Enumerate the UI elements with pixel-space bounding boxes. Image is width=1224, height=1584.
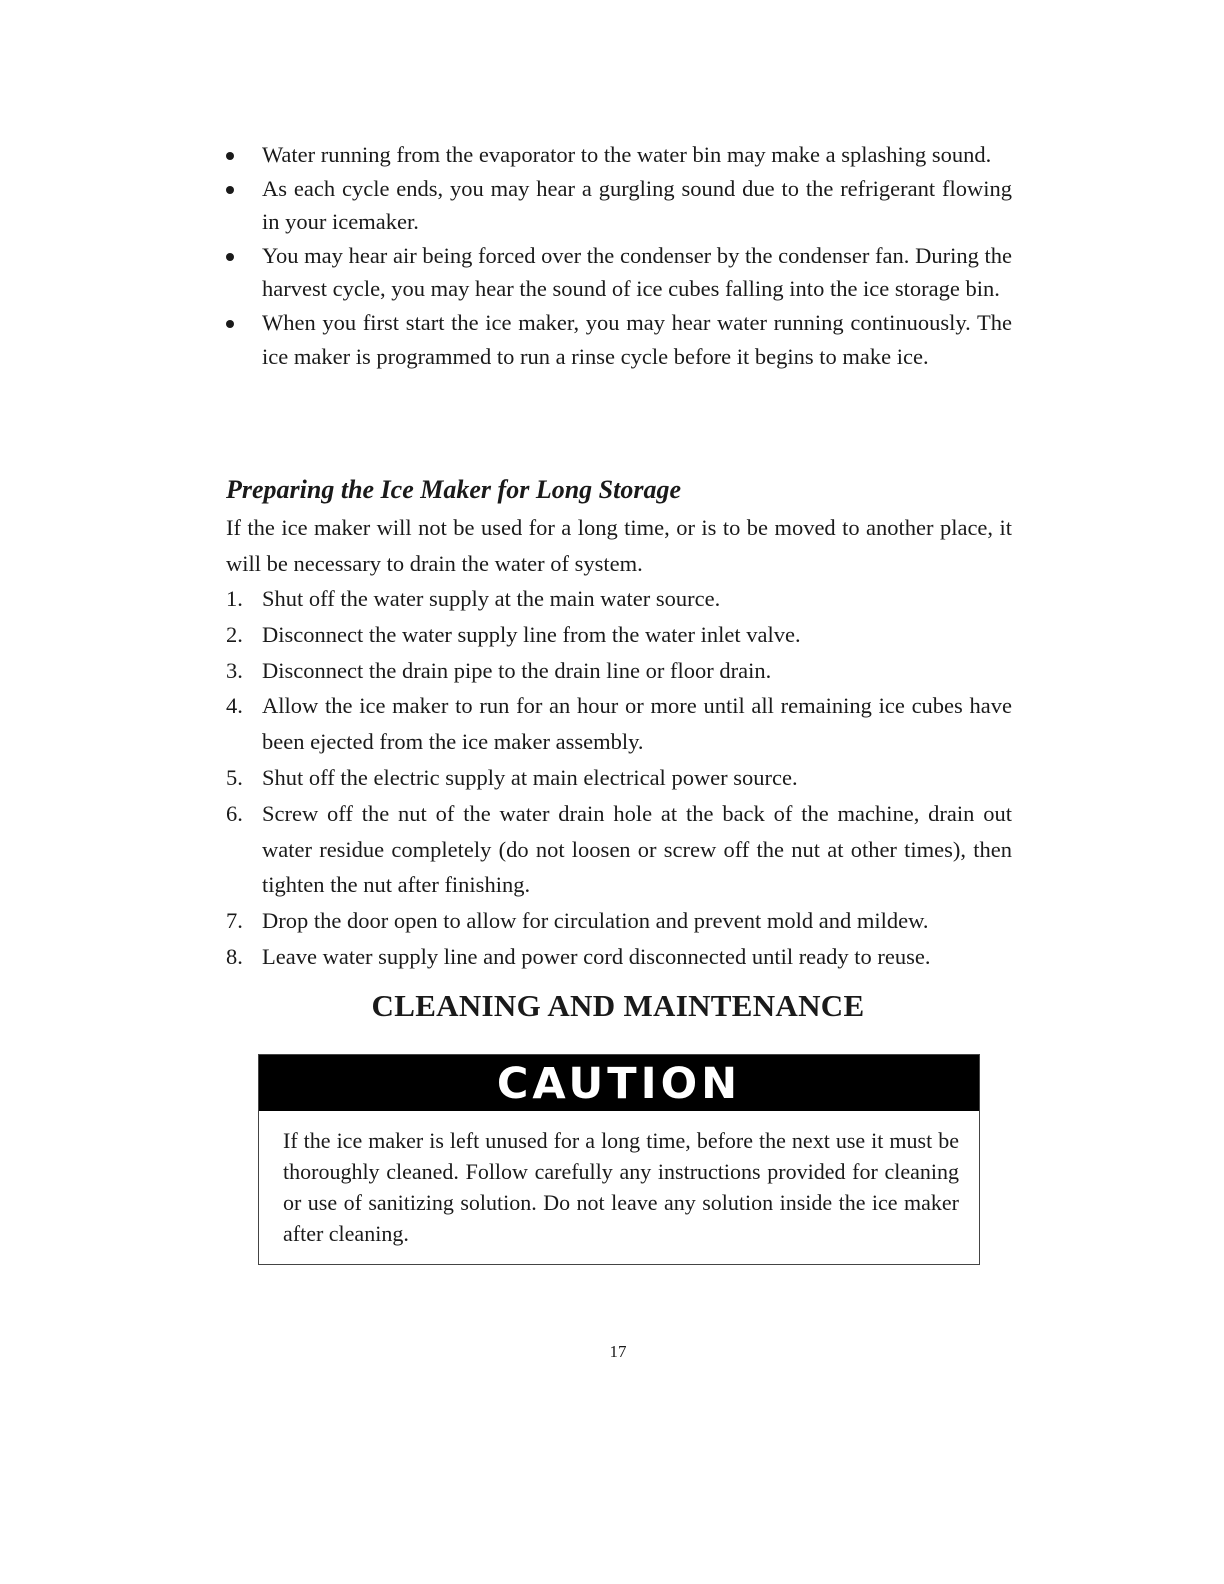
step-number: 4. bbox=[226, 693, 243, 719]
step-item bbox=[222, 617, 1012, 653]
step-number: 7. bbox=[226, 908, 243, 934]
page-number: 17 bbox=[609, 1342, 627, 1361]
bullet-text: You may hear air being forced over the condenser by the condenser fan. During the harvest cycle, you may hear the sound of ice cubes falling into the ice storage bin. bbox=[262, 242, 1012, 302]
bullet-icon bbox=[226, 152, 234, 160]
caution-label: CAUTION bbox=[259, 1055, 979, 1111]
step-number: 6. bbox=[226, 800, 243, 826]
bullet-icon bbox=[226, 186, 234, 194]
long-storage-steps bbox=[222, 581, 1012, 975]
bullet-text: When you first start the ice maker, you may hear water running continuously. The ice maker is programmed to run a rinse cycle before it begins to make ice. bbox=[262, 309, 1012, 369]
bullet-text: As each cycle ends, you may hear a gurgling sound due to the refrigerant flowing in your icemaker. bbox=[262, 175, 1012, 235]
step-text: Screw off the nut of the water drain hole at the back of the machine, drain out water residue completely (do not loosen or screw off the nut at other times), then tighten the nut after finishing. bbox=[262, 800, 1012, 898]
long-storage-heading: Preparing the Ice Maker for Long Storage bbox=[226, 475, 681, 504]
list-item bbox=[222, 138, 1012, 172]
bullet-icon bbox=[226, 320, 234, 328]
step-text: Leave water supply line and power cord disconnected until ready to reuse. bbox=[262, 943, 931, 969]
step-number: 8. bbox=[226, 943, 243, 969]
caution-box bbox=[258, 1054, 980, 1265]
step-text: Disconnect the water supply line from the water inlet valve. bbox=[262, 621, 801, 647]
step-number: 1. bbox=[226, 586, 243, 611]
step-text: Allow the ice maker to run for an hour or more until all remaining ice cubes have been ejected from the ice maker assembly. bbox=[262, 693, 1012, 755]
bullet-icon bbox=[226, 253, 234, 261]
caution-text: If the ice maker is left unused for a long time, before the next use it must be thoroughly cleaned. Follow carefully any instructions provided for cleaning or use of sanitizing solution. Do not leave any solution inside the ice maker after cleaning. bbox=[283, 1128, 959, 1246]
step-number: 2. bbox=[226, 621, 243, 647]
step-number: 3. bbox=[226, 657, 243, 683]
bullet-text: Water running from the evaporator to the water bin may make a splashing sound. bbox=[262, 142, 992, 167]
step-item bbox=[222, 653, 1012, 689]
step-item bbox=[222, 796, 1012, 903]
long-storage-intro: If the ice maker will not be used for a long time, or is to be moved to another place, it will be necessary to drain the water of system. bbox=[226, 515, 1012, 576]
step-item bbox=[222, 939, 1012, 975]
cleaning-maintenance-title: CLEANING AND MAINTENANCE bbox=[371, 988, 865, 1023]
step-item bbox=[222, 903, 1012, 939]
step-number: 5. bbox=[226, 764, 243, 790]
step-item bbox=[222, 760, 1012, 796]
step-text: Drop the door open to allow for circulation and prevent mold and mildew. bbox=[262, 908, 929, 934]
step-text: Shut off the electric supply at main electrical power source. bbox=[262, 764, 798, 790]
step-text: Shut off the water supply at the main water source. bbox=[262, 586, 721, 611]
step-item bbox=[222, 688, 1012, 760]
operating-sounds-list bbox=[222, 138, 1012, 373]
list-item bbox=[222, 306, 1012, 373]
list-item bbox=[222, 172, 1012, 239]
step-item bbox=[222, 581, 1012, 617]
list-item bbox=[222, 239, 1012, 306]
step-text: Disconnect the drain pipe to the drain line or floor drain. bbox=[262, 657, 772, 683]
